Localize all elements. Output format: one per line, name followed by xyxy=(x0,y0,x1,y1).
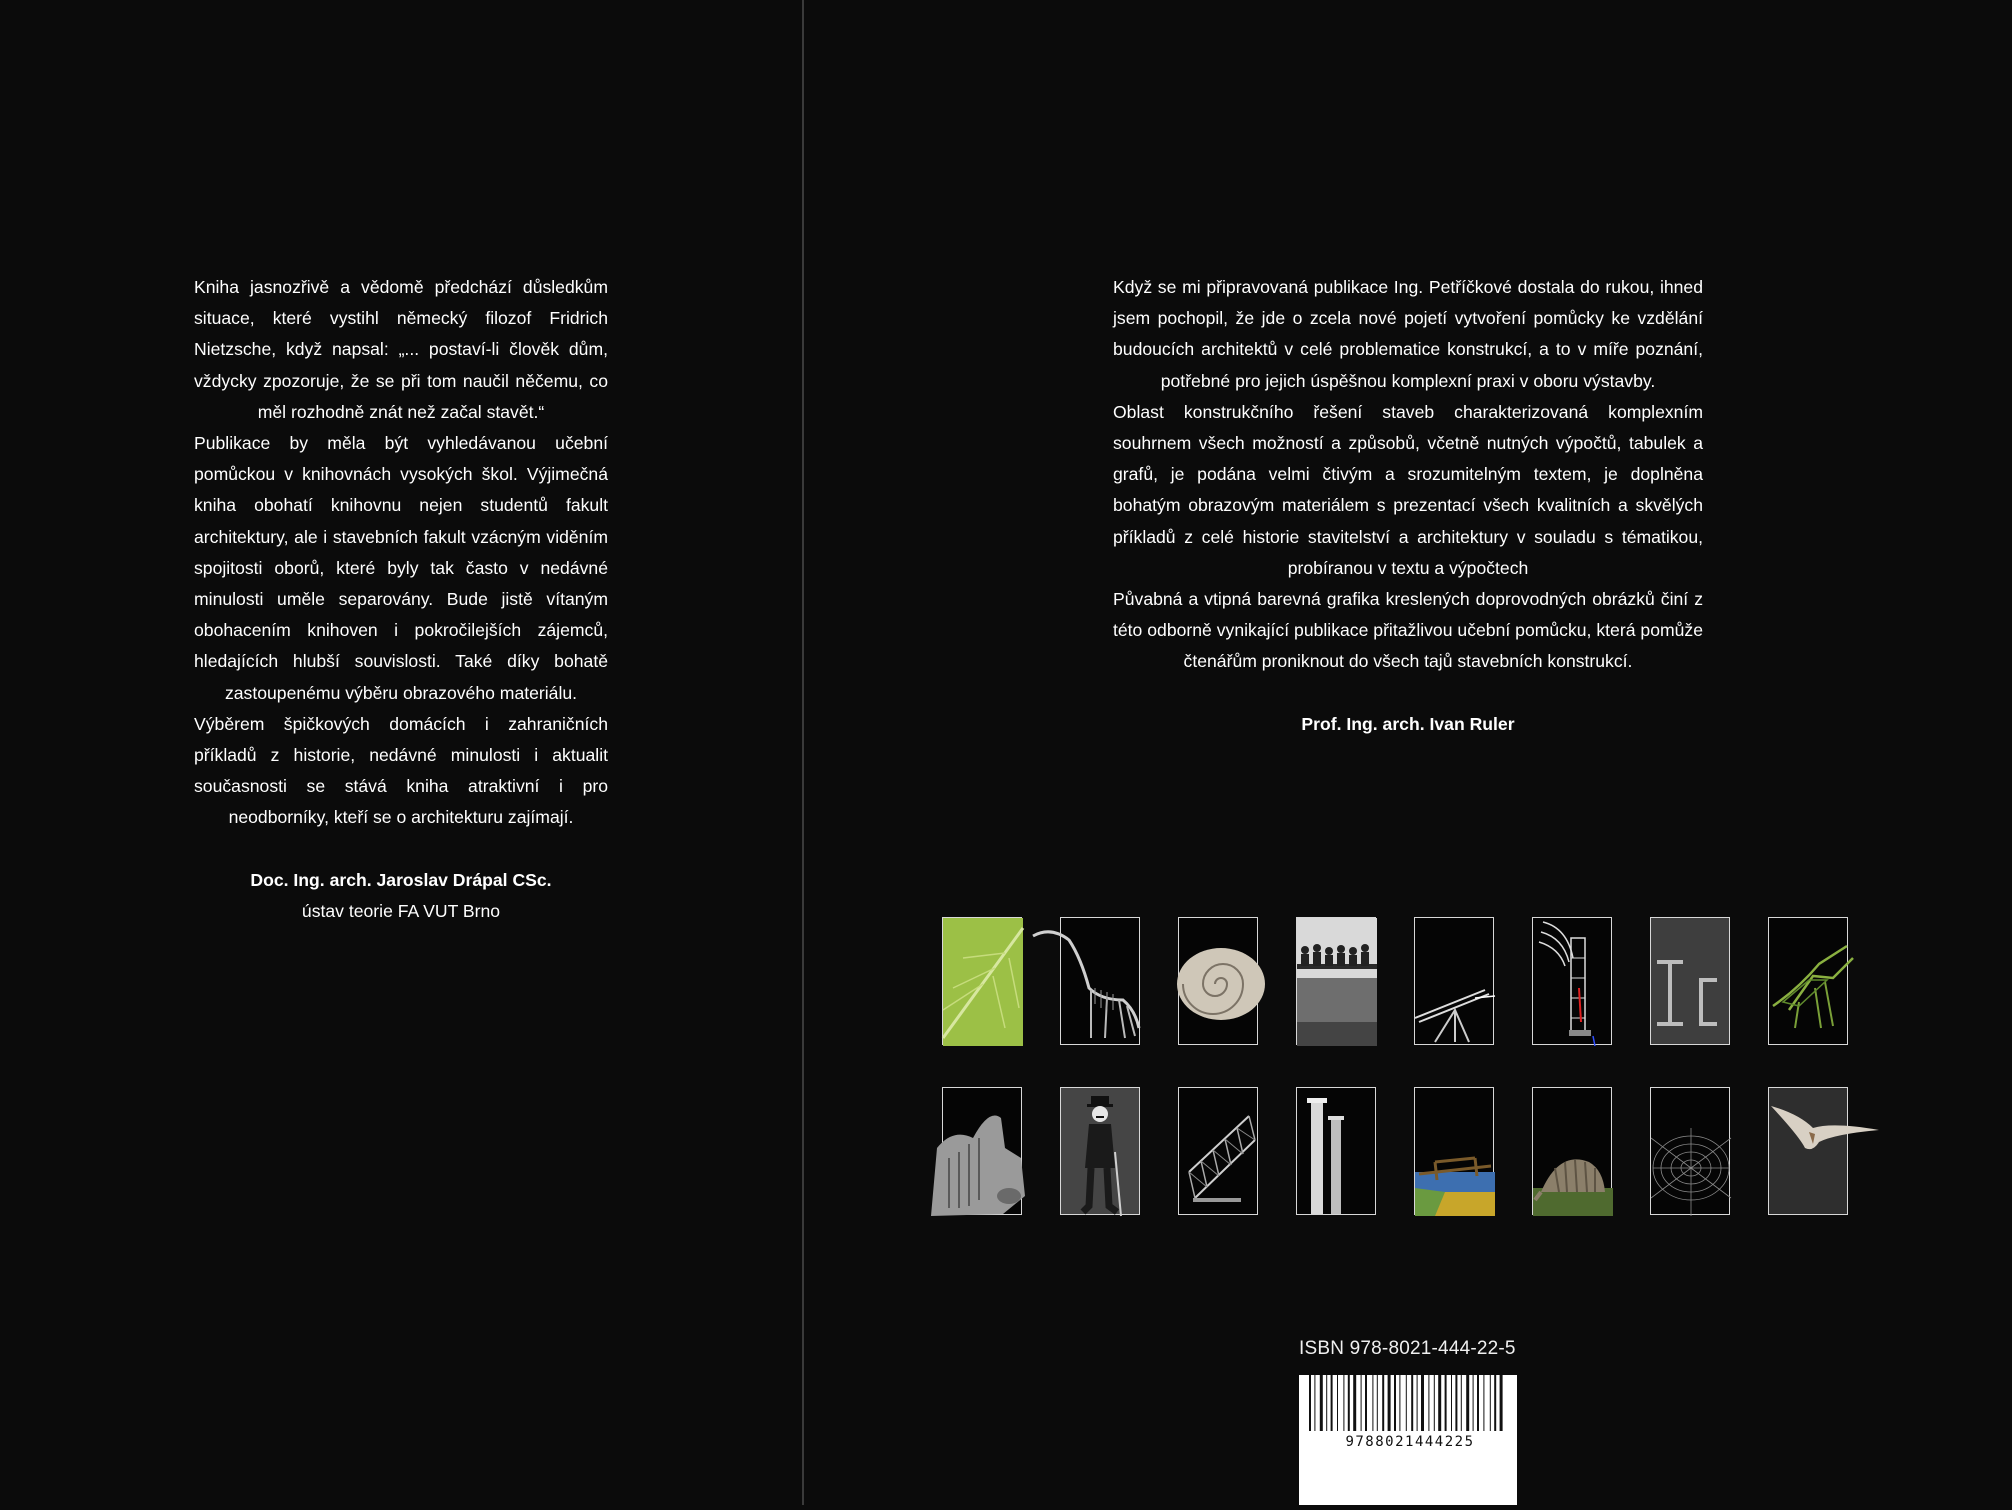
isbn-label: ISBN 978-8021-444-22-5 xyxy=(1299,1338,1516,1359)
ornate-sculpture-icon xyxy=(942,1087,1022,1215)
right-paragraph-1: Když se mi připravovaná publikace Ing. Petříčkové dostala do rukou, ihned jsem pochopil, že jde o zcela nové pojetí vytvoření pomůcky ke vzdělání budoucích architektů v celé problematice konstrukcí, a to v míře poznání, potřebné pro jejich úspěšnou komplexní praxi v oboru výstavby. xyxy=(1113,277,1703,391)
left-paragraph-2: Publikace by měla být vyhledávanou učební pomůckou v knihovnách vysokých škol. Výjimečná kniha obohatí knihovnu nejen studentů fakult architektury, ale i stavebních fakult vzácným viděním spojitosti oborů, které byly tak často v nedávné minulosti uměle separovány. Bude jistě vítaným obohacením knihoven i pokročilejších zájemců, hledajících hlubší souvislosti. Také díky bohatě zastoupenému výběru obrazového materiálu. xyxy=(194,433,608,703)
workers-on-beam-photo-icon xyxy=(1296,917,1376,1045)
right-review xyxy=(1113,272,1703,740)
left-review xyxy=(194,272,608,927)
left-signature-affiliation: ústav teorie FA VUT Brno xyxy=(301,900,501,921)
right-paragraph-3: Půvabná a vtipná barevná grafika kreslených doprovodných obrázků činí z této odborně vynikající publikace přitažlivou učební pomůcku, která pomůže čtenářům proniknout do všech tajů stavebních konstrukcí. xyxy=(1113,589,1703,672)
bird-of-prey-icon xyxy=(1768,1087,1848,1215)
tower-section-icon xyxy=(1532,917,1612,1045)
left-paragraph-3: Výběrem špičkových domácích i zahraničních příkladů z historie, nedávné minulosti i aktualit současnosti se stává kniha atraktivní i pro neodborníky, kteří se o architekturu zajímají. xyxy=(194,713,608,828)
left-signature-name: Doc. Ing. arch. Jaroslav Drápal CSc. xyxy=(250,869,552,890)
spider-web-icon xyxy=(1650,1087,1730,1215)
dinosaur-skeleton-icon xyxy=(1060,917,1140,1045)
columns-icon xyxy=(1296,1087,1376,1215)
bridge-painting-icon xyxy=(1414,1087,1494,1215)
nautilus-shell-icon xyxy=(1178,917,1258,1045)
chaplin-figure-icon xyxy=(1060,1087,1140,1215)
grasshopper-icon xyxy=(1768,917,1848,1045)
left-paragraph-1: Kniha jasnozřivě a vědomě předchází důsledkům situace, které vystihl německý filozof Fridrich Nietzsche, když napsal: „... postaví-li člověk dům, vždycky zpozoruje, že se při tom naučil něčemu, co měl rozhodně znát než začal stavět.“ xyxy=(194,277,608,422)
i-beam-profile-icon xyxy=(1650,917,1730,1045)
leaf-icon xyxy=(942,917,1022,1045)
barcode-digits: 9788021444225 xyxy=(1345,1434,1475,1450)
structural-drawing-icon xyxy=(1414,917,1494,1045)
right-signature-name: Prof. Ing. arch. Ivan Ruler xyxy=(1301,713,1515,734)
right-paragraph-2: Oblast konstrukčního řešení staveb charakterizovaná komplexním souhrnem všech možností a způsobů, včetně nutných výpočtů, tabulek a grafů, je podána velmi čtivým a srozumitelným textem, je doplněna bohatým obrazovým materiálem s prezentací všech kvalitních a skvělých příkladů z celé historie stavitelství a architektury v souladu s tématikou, probíranou v textu a výpočtech xyxy=(1113,401,1703,578)
armadillo-icon xyxy=(1532,1087,1612,1215)
truss-beam-icon xyxy=(1178,1087,1258,1215)
book-spine xyxy=(802,0,804,1505)
